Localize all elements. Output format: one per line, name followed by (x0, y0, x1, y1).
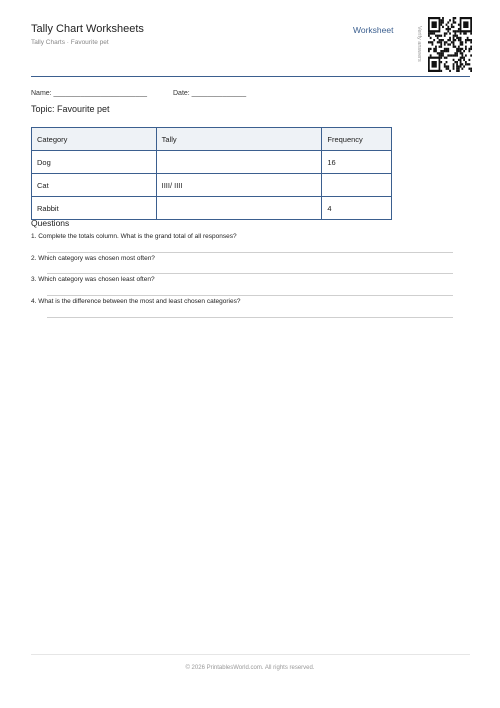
cell-tally[interactable]: IIII/ IIII (156, 174, 322, 197)
verify-answers-label: Verify answers (416, 26, 422, 62)
answer-line-3[interactable] (47, 295, 453, 296)
cell-category: Dog (32, 151, 157, 174)
column-header-category: Category (32, 128, 157, 151)
topic-heading: Topic: Favourite pet (31, 104, 110, 114)
table-row (32, 197, 392, 220)
cell-tally[interactable] (156, 197, 322, 220)
tally-table (31, 127, 392, 220)
footer-divider (31, 654, 470, 655)
copyright-footer: © 2026 PrintablesWorld.com. All rights reserved. (185, 665, 315, 671)
answer-line-1[interactable] (47, 252, 453, 253)
column-header-tally: Tally (156, 128, 322, 151)
worksheet-title: Tally Chart Worksheets (31, 23, 144, 35)
cell-frequency[interactable] (322, 174, 392, 197)
cell-category: Cat (32, 174, 157, 197)
header-divider (31, 76, 470, 77)
question-3: 3. Which category was chosen least often? (31, 276, 155, 283)
doc-type-label: Worksheet (353, 25, 394, 35)
question-2: 2. Which category was chosen most often? (31, 255, 155, 262)
answer-line-4[interactable] (47, 317, 453, 318)
table-row (32, 174, 392, 197)
column-header-frequency: Frequency (322, 128, 392, 151)
answer-line-2[interactable] (47, 273, 453, 274)
worksheet-subtitle: Tally Charts · Favourite pet (31, 39, 109, 46)
cell-category: Rabbit (32, 197, 157, 220)
question-4: 4. What is the difference between the most and least chosen categories? (31, 298, 241, 305)
questions-heading: Questions (31, 218, 70, 228)
question-1: 1. Complete the totals column. What is the grand total of all responses? (31, 233, 237, 240)
cell-frequency[interactable]: 16 (322, 151, 392, 174)
qr-code-icon[interactable] (428, 17, 472, 72)
date-field[interactable]: Date: ______________ (173, 90, 247, 97)
table-header-row (32, 128, 392, 151)
name-field[interactable]: Name: ________________________ (31, 90, 147, 97)
table-row (32, 151, 392, 174)
cell-frequency[interactable]: 4 (322, 197, 392, 220)
qr-code-modules (428, 17, 472, 72)
cell-tally[interactable] (156, 151, 322, 174)
